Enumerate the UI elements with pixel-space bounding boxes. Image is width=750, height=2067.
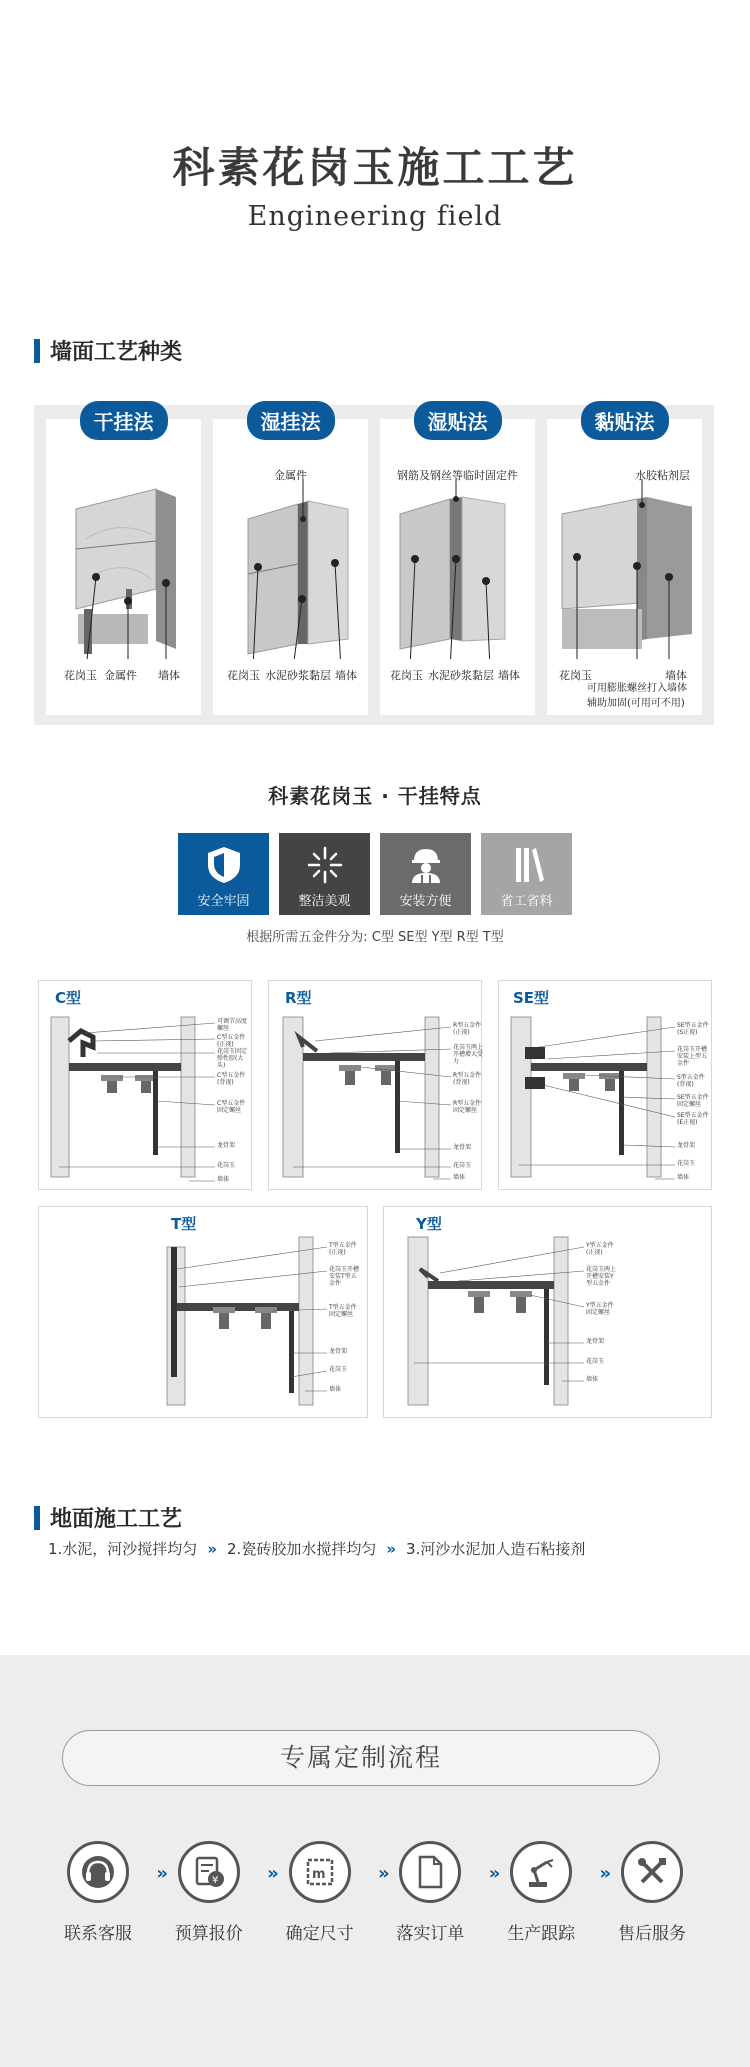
diagram-callout: Y型五金件(正视) [586, 1242, 614, 1256]
dry-hang-illustration [56, 479, 191, 659]
process-step-production[interactable] [503, 1841, 612, 1944]
diagram-callout: 龙骨架 [586, 1338, 605, 1345]
process-step-quote[interactable] [171, 1841, 279, 1944]
chevron-right-icon: » [386, 1539, 397, 1558]
features-note: 根据所需五金件分为: C型 SE型 Y型 R型 T型 [246, 930, 504, 945]
wet-stick-illustration [390, 479, 525, 659]
floor-step: 3.河沙水泥加人造石粘接剂 [406, 1540, 586, 1558]
process-step-label: 预算报价 [174, 1924, 243, 1944]
diagram-callout: S型五金件(背视) [677, 1074, 705, 1088]
floor-step: 1.水泥，河沙搅拌均匀 [48, 1540, 198, 1558]
process-steps [60, 1841, 690, 1944]
c-type-diagram [39, 981, 253, 1191]
feature-tile-install [380, 833, 471, 915]
diagram-type: T型 [171, 1215, 197, 1233]
diagram-callout: 花岗玉 [677, 1160, 696, 1167]
method-card-dry-hang [46, 410, 201, 715]
diagram-callout: 花岗玉 [217, 1162, 236, 1169]
method-name: 湿挂法 [247, 401, 335, 440]
tools-icon [508, 845, 546, 885]
process-step-measure[interactable] [282, 1841, 390, 1944]
floor-steps [48, 1538, 585, 1559]
section-bar [34, 1506, 40, 1530]
diagram-callout: T型五金件(正视) [329, 1242, 357, 1256]
wrench-icon [621, 1841, 683, 1903]
method-name: 湿贴法 [414, 401, 502, 440]
diagram-callout: 花岗玉 [453, 1162, 472, 1169]
diagram-callout: 龙骨架 [453, 1144, 472, 1151]
chevron-right-icon: » [267, 1863, 279, 1884]
method-name: 黏贴法 [581, 401, 669, 440]
diagram-callout: SE型五金件固定螺丝 [677, 1094, 709, 1108]
feature-tile-save [481, 833, 572, 915]
diagram-callout: 可调节高度螺丝 [217, 1018, 248, 1032]
method-top-label: 水胶粘剂层 [635, 469, 690, 482]
chevron-right-icon: » [156, 1863, 168, 1884]
diagram-callout: 花岗玉开槽安装T型五金件 [329, 1266, 360, 1287]
method-label: 墙体 [498, 669, 520, 682]
floor-section-title: 地面施工工艺 [50, 1507, 183, 1532]
method-card-adhesive [547, 410, 702, 715]
method-label: 花岗玉 [559, 669, 592, 682]
diagram-type: C型 [55, 989, 82, 1007]
method-label: 花岗玉 [227, 669, 260, 682]
diagram-callout: 花岗玉两上开槽增大受力 [453, 1044, 484, 1065]
adhesive-illustration [557, 479, 692, 659]
robot-arm-icon [510, 1841, 572, 1903]
diagram-callout: 花岗玉开槽安装上型五金件 [677, 1046, 708, 1067]
feature-tiles [178, 833, 572, 915]
diagram-callout: 墙体 [453, 1174, 466, 1181]
diagram-card-y [383, 1206, 712, 1418]
t-type-diagram [39, 1207, 369, 1419]
diagram-callout: T型五金件固定螺丝 [329, 1304, 357, 1318]
diagram-type: SE型 [513, 989, 550, 1007]
diagram-callout: R型五金件(正视) [453, 1022, 482, 1036]
method-label: 墙体 [158, 669, 180, 682]
sparkle-icon [306, 845, 344, 885]
y-type-diagram [384, 1207, 713, 1419]
wall-section-title: 墙面工艺种类 [50, 340, 183, 365]
diagram-callout: 龙骨架 [217, 1142, 236, 1149]
chevron-right-icon: » [488, 1863, 501, 1884]
feature-tile-clean [279, 833, 370, 915]
chevron-right-icon: » [377, 1863, 390, 1884]
diagram-callout: C型五金件(背视) [217, 1072, 246, 1086]
diagram-callout: 龙骨架 [677, 1142, 696, 1149]
diagram-callout: C型五金件(正视) [217, 1034, 246, 1048]
diagram-callout: Y型五金件固定螺丝 [586, 1302, 614, 1316]
page-subtitle: Engineering field [247, 201, 503, 232]
chevron-right-icon: » [207, 1539, 218, 1558]
diagram-callout: 墙体 [217, 1176, 230, 1183]
hero [0, 135, 750, 232]
wet-hang-illustration [223, 479, 358, 659]
diagram-callout: R型五金件固定螺丝 [453, 1100, 482, 1114]
diagram-callout: 墙体 [677, 1174, 690, 1181]
svg-text:m: m [311, 1867, 326, 1882]
process-step-order[interactable] [392, 1841, 501, 1944]
floor-step: 2.瓷砖胶加水搅拌均匀 [227, 1540, 377, 1558]
diagram-callout: 花岗玉固定弹性胶(大头) [217, 1048, 248, 1069]
diagram-callout: 花岗玉两上开槽安装Y型五金件 [586, 1266, 617, 1287]
diagram-callout: 龙骨架 [329, 1348, 348, 1355]
chevron-right-icon: » [599, 1863, 612, 1884]
method-name: 干挂法 [80, 401, 168, 440]
diagram-type: Y型 [416, 1215, 442, 1233]
diagram-callout: R型五金件(背视) [453, 1072, 482, 1086]
diagram-type: R型 [285, 989, 312, 1007]
method-card-wet-hang [213, 410, 368, 715]
process-step-contact[interactable] [60, 1841, 168, 1944]
method-label: 水泥砂浆黏层 [428, 669, 494, 682]
features-title: 科素花岗玉 · 干挂特点 [268, 784, 482, 808]
process-step-label: 确定尺寸 [285, 1924, 354, 1944]
feature-label: 安全牢固 [197, 894, 250, 909]
r-type-diagram [269, 981, 483, 1191]
measure-icon [289, 1841, 351, 1903]
diagram-callout: 墙体 [329, 1386, 342, 1393]
process-step-after-sales[interactable] [614, 1841, 690, 1944]
headset-icon [67, 1841, 129, 1903]
diagram-card-t [38, 1206, 368, 1418]
diagram-card-c [38, 980, 252, 1190]
worker-icon [407, 845, 445, 885]
diagram-card-r [268, 980, 482, 1190]
process-step-label: 落实订单 [396, 1924, 465, 1944]
quote-icon [178, 1841, 240, 1903]
method-label: 金属件 [104, 669, 137, 682]
floor-section-heading [34, 1502, 182, 1533]
diagram-callout: 花岗玉 [329, 1366, 348, 1373]
method-top-label: 金属件 [274, 469, 307, 482]
feature-label: 省工省料 [500, 894, 553, 909]
feature-label: 安装方便 [399, 894, 452, 909]
document-icon [399, 1841, 461, 1903]
shield-icon [205, 845, 243, 885]
method-label: 墙体 [335, 669, 357, 682]
diagram-callout: 墙体 [586, 1376, 599, 1383]
process-section [0, 1655, 750, 2067]
method-top-label: 钢筋及钢丝等临时固定件 [397, 469, 518, 482]
process-title: 专属定制流程 [62, 1730, 660, 1786]
wall-methods-panel [34, 405, 714, 725]
method-label: 水泥砂浆黏层 [265, 669, 331, 682]
process-step-label: 生产跟踪 [507, 1924, 576, 1944]
method-label: 花岗玉 [390, 669, 423, 682]
diagram-callout: 花岗玉 [586, 1358, 605, 1365]
page-title: 科素花岗玉施工工艺 [172, 143, 578, 192]
method-note: 可用膨胀螺丝打入墙体 辅助加固(可用可不用) [587, 683, 687, 709]
feature-tile-safe [178, 833, 269, 915]
diagram-callout: SE型五金件(E正视) [677, 1112, 709, 1126]
method-label: 花岗玉 [64, 669, 97, 682]
wall-section-heading [34, 335, 182, 366]
method-label: 墙体 [665, 669, 687, 682]
process-step-label: 售后服务 [617, 1924, 686, 1944]
method-card-wet-stick [380, 410, 535, 715]
process-step-label: 联系客服 [64, 1924, 132, 1944]
diagram-callout: SE型五金件(S正视) [677, 1022, 709, 1036]
diagram-callout: C型五金件固定螺丝 [217, 1100, 246, 1114]
diagram-card-se [498, 980, 712, 1190]
feature-label: 整洁美观 [298, 894, 351, 909]
svg-text:¥: ¥ [211, 1875, 219, 1886]
section-bar [34, 339, 40, 363]
